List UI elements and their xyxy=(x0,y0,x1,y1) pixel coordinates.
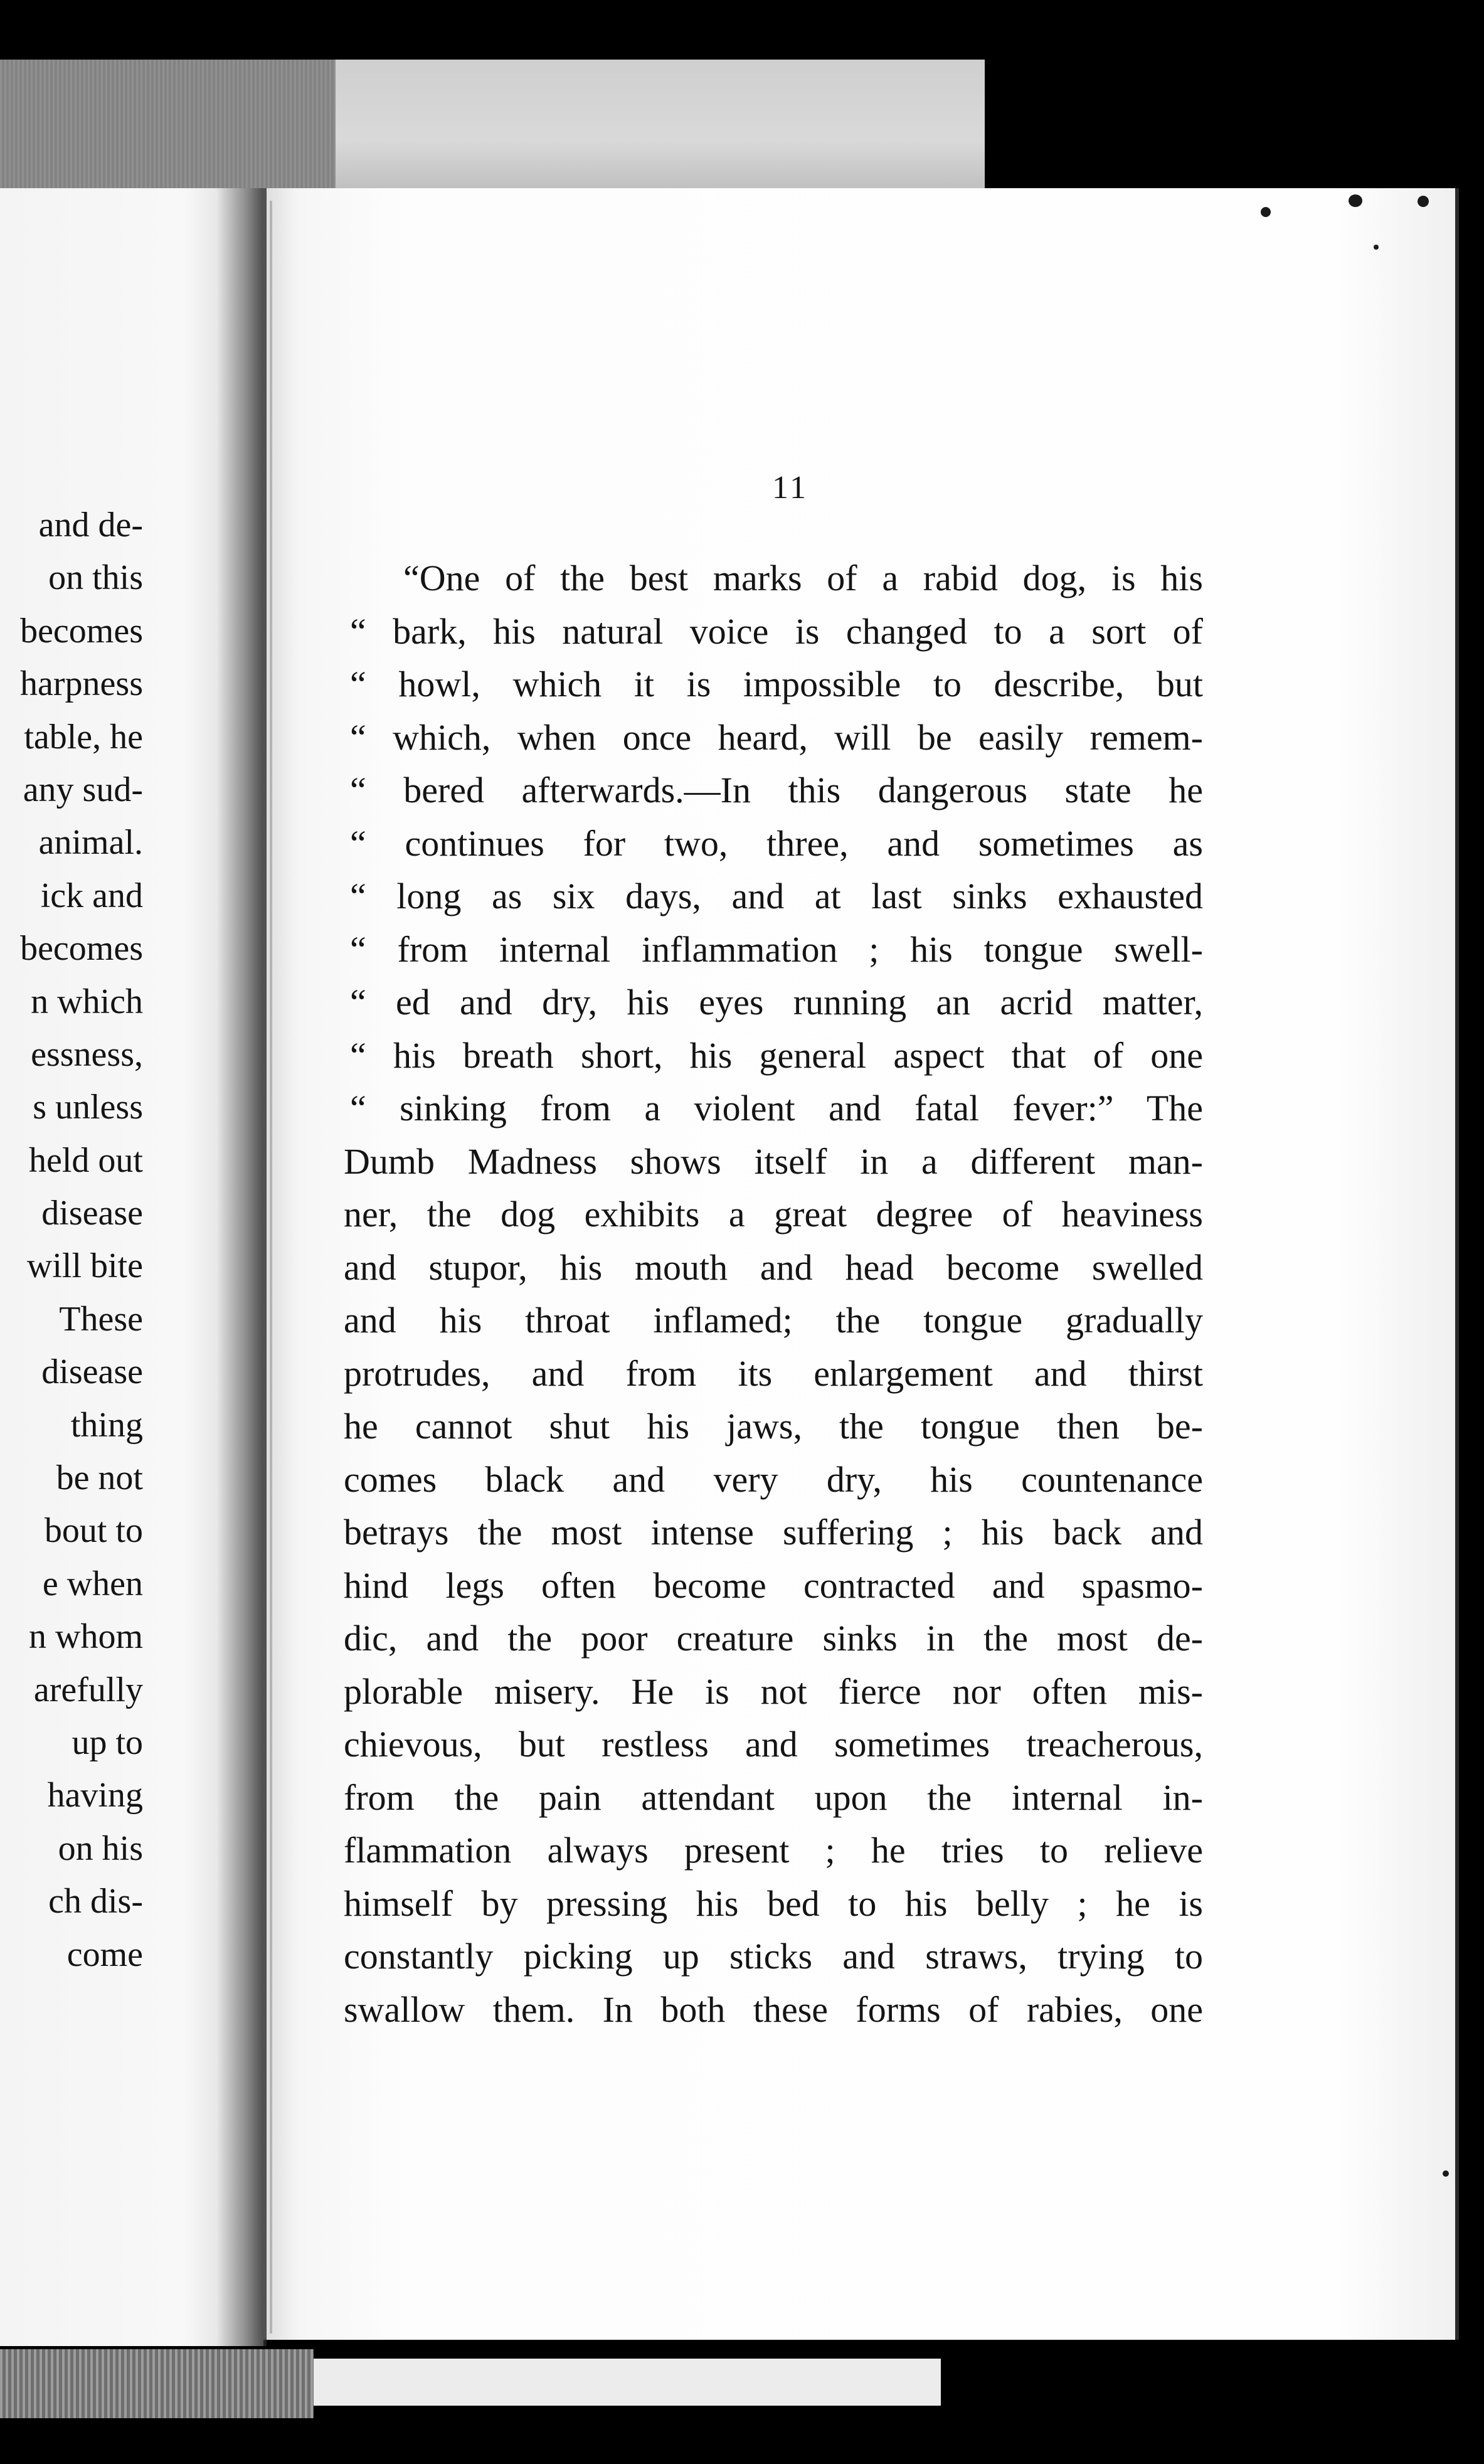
left-line: table, he xyxy=(24,717,143,757)
dust-speck xyxy=(1261,207,1271,217)
left-line: essness, xyxy=(31,1034,143,1074)
left-line: s unless xyxy=(33,1088,143,1127)
bottom-scan-strip xyxy=(314,2359,941,2406)
text-line: “ continues for two, three, and sometimes as xyxy=(350,822,1203,864)
left-line: animal. xyxy=(38,823,143,863)
text-line: “ from internal inflammation ; his tongue swell- xyxy=(350,928,1203,970)
page-edge xyxy=(270,201,272,2334)
text-line: from the pain attendant upon the internal in- xyxy=(344,1776,1203,1818)
text-line: himself by pressing his bed to his belly ; he is xyxy=(344,1883,1203,1924)
text-line: “ bark, his natural voice is changed to a sort of xyxy=(350,610,1203,652)
text-line: comes black and very dry, his countenance xyxy=(344,1458,1203,1500)
body-text xyxy=(344,552,1203,2036)
dust-speck xyxy=(1374,245,1379,250)
left-line: will bite xyxy=(26,1246,143,1286)
left-line: having xyxy=(47,1776,143,1815)
left-line: e when xyxy=(42,1564,143,1603)
left-line: arefully xyxy=(33,1670,143,1709)
text-line: “ which, when once heard, will be easily remem- xyxy=(350,716,1203,758)
left-line: up to xyxy=(72,1723,143,1762)
text-line: “ bered afterwards.—In this dangerous state he xyxy=(350,770,1203,810)
left-line: thing xyxy=(70,1405,143,1445)
text-line: swallow them. In both these forms of rabies, one xyxy=(344,1989,1203,2030)
left-page-text xyxy=(0,499,143,1981)
left-line: held out xyxy=(29,1140,143,1180)
text-line: plorable misery. He is not fierce nor often mis- xyxy=(344,1670,1203,1712)
dust-speck xyxy=(1418,196,1429,207)
text-line: “ long as six days, and at last sinks exhausted xyxy=(350,876,1203,916)
page-number: 11 xyxy=(771,470,809,506)
text-line: ner, the dog exhibits a great degree of heaviness xyxy=(344,1194,1203,1235)
left-line: n whom xyxy=(29,1617,143,1657)
text-line: and stupor, his mouth and head become swelled xyxy=(344,1246,1203,1288)
gutter-shadow xyxy=(216,188,267,2346)
left-line: disease xyxy=(41,1194,143,1233)
left-line: on his xyxy=(58,1829,143,1868)
bottom-scan-strip-dark xyxy=(0,2349,314,2418)
left-line: on this xyxy=(48,558,143,598)
left-line: come xyxy=(66,1935,143,1974)
text-line: “One of the best marks of a rabid dog, is his xyxy=(403,558,1203,598)
left-line: bout to xyxy=(44,1511,143,1551)
left-line: disease xyxy=(41,1352,143,1392)
text-line: dic, and the poor creature sinks in the most de- xyxy=(344,1618,1203,1659)
left-line: ick and xyxy=(40,876,143,915)
left-line: be not xyxy=(56,1458,143,1498)
left-line: any sud- xyxy=(23,770,143,809)
text-line: “ sinking from a violent and fatal fever:” The xyxy=(350,1088,1203,1128)
text-line: Dumb Madness shows itself in a different man- xyxy=(344,1140,1203,1182)
left-line: harpness xyxy=(20,664,143,704)
text-line: “ howl, which it is impossible to describe, but xyxy=(350,664,1203,704)
left-line: These xyxy=(59,1299,143,1339)
text-line: betrays the most intense suffering ; his back and xyxy=(344,1512,1203,1553)
left-line: becomes xyxy=(20,611,143,651)
top-scan-strip-light xyxy=(336,60,985,194)
text-line: chievous, but restless and sometimes treacherous, xyxy=(344,1724,1203,1765)
text-line: “ ed and dry, his eyes running an acrid matter, xyxy=(350,982,1203,1022)
left-line: becomes xyxy=(20,929,143,969)
text-line: “ his breath short, his general aspect that of one xyxy=(350,1034,1203,1076)
text-line: protrudes, and from its enlargement and thirst xyxy=(344,1352,1203,1394)
left-line: ch dis- xyxy=(48,1882,143,1921)
dust-speck xyxy=(1443,2170,1449,2177)
left-line: n which xyxy=(31,982,143,1021)
text-line: he cannot shut his jaws, the tongue then be- xyxy=(344,1406,1203,1447)
text-line: and his throat inflamed; the tongue gradually xyxy=(344,1300,1203,1341)
text-line: flammation always present ; he tries to relieve xyxy=(344,1830,1203,1871)
dust-speck xyxy=(1349,194,1362,207)
text-line: constantly picking up sticks and straws, trying to xyxy=(344,1936,1203,1977)
left-line: and de- xyxy=(38,506,143,544)
text-line: hind legs often become contracted and spasmo- xyxy=(344,1564,1203,1606)
